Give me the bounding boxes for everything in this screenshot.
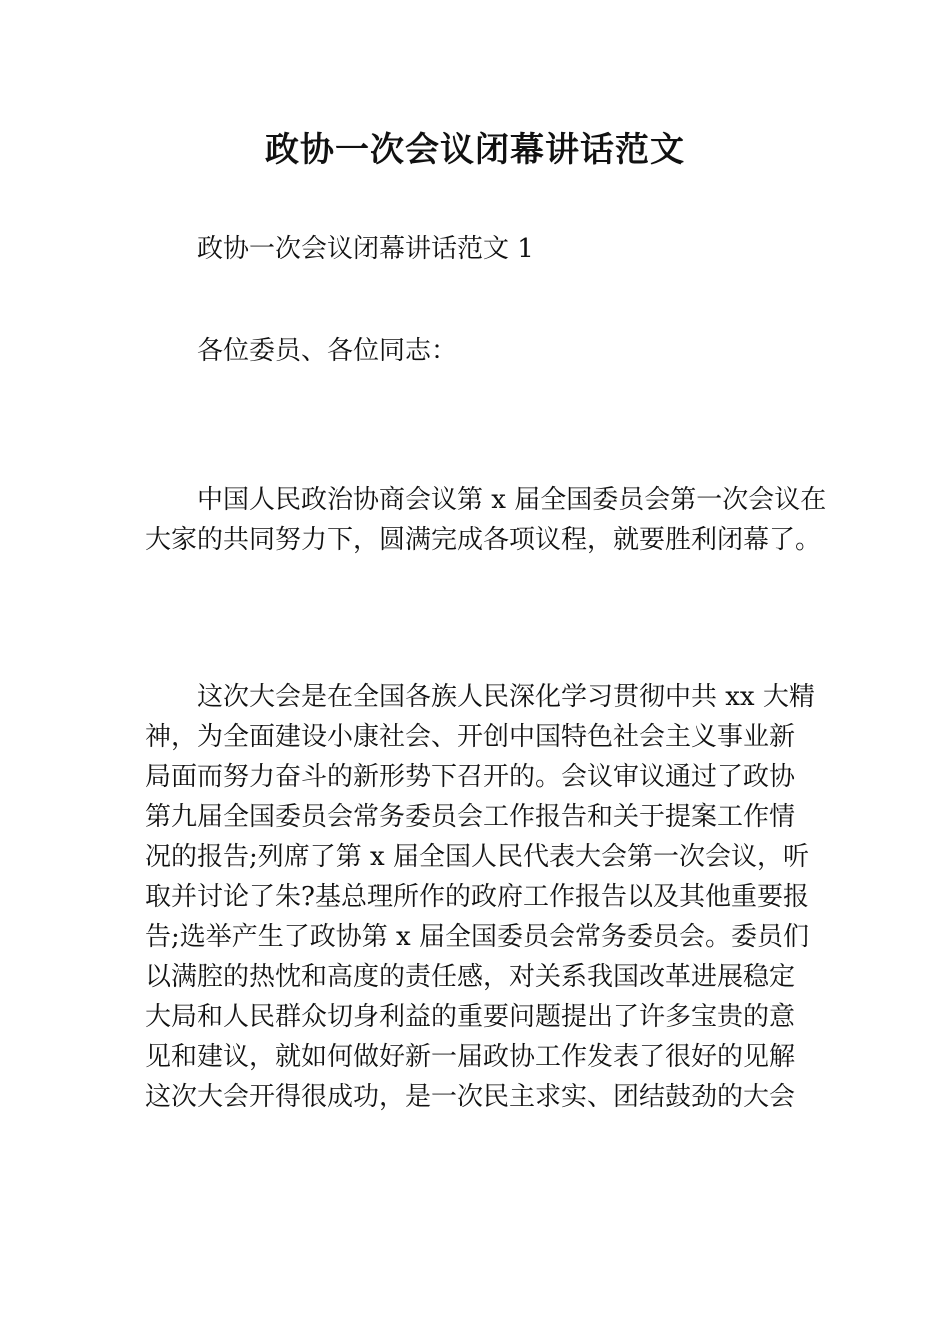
paragraph-line: 取并讨论了朱?基总理所作的政府工作报告以及其他重要报	[145, 882, 809, 912]
paragraph-line: 以满腔的热忱和高度的责任感，对关系我国改革进展稳定	[145, 962, 796, 992]
document-subtitle	[145, 229, 807, 269]
paragraph-line: 局面而努力奋斗的新形势下召开的。会议审议通过了政协	[145, 762, 796, 792]
paragraph-line: 第九届全国委员会常务委员会工作报告和关于提案工作情	[145, 802, 796, 832]
paragraph-line: 神，为全面建设小康社会、开创中国特色社会主义事业新	[145, 722, 796, 752]
greeting-line: 各位委员、各位同志：	[197, 336, 458, 366]
subtitle-line: 政协一次会议闭幕讲话范文 1	[197, 234, 534, 264]
document-title: 政协一次会议闭幕讲话范文	[265, 130, 685, 170]
paragraph-line: 中国人民政治协商会议第 x 届全国委员会第一次会议在	[197, 485, 827, 515]
greeting-paragraph	[145, 331, 807, 371]
paragraph-line: 大家的共同努力下，圆满完成各项议程，就要胜利闭幕了。	[145, 525, 822, 555]
paragraph-line: 告;选举产生了政协第 x 届全国委员会常务委员会。委员们	[145, 922, 809, 952]
paragraph-line: 这次大会开得很成功，是一次民主求实、团结鼓劲的大会	[145, 1082, 796, 1112]
body-paragraph	[145, 677, 815, 1117]
body-paragraph	[145, 480, 827, 560]
paragraph-line: 见和建议，就如何做好新一届政协工作发表了很好的见解	[145, 1042, 796, 1072]
paragraph-line: 况的报告;列席了第 x 届全国人民代表大会第一次会议，听	[145, 842, 809, 872]
paragraph-line: 大局和人民群众切身利益的重要问题提出了许多宝贵的意	[145, 1002, 796, 1032]
paragraph-line: 这次大会是在全国各族人民深化学习贯彻中共 xx 大精	[197, 682, 815, 712]
